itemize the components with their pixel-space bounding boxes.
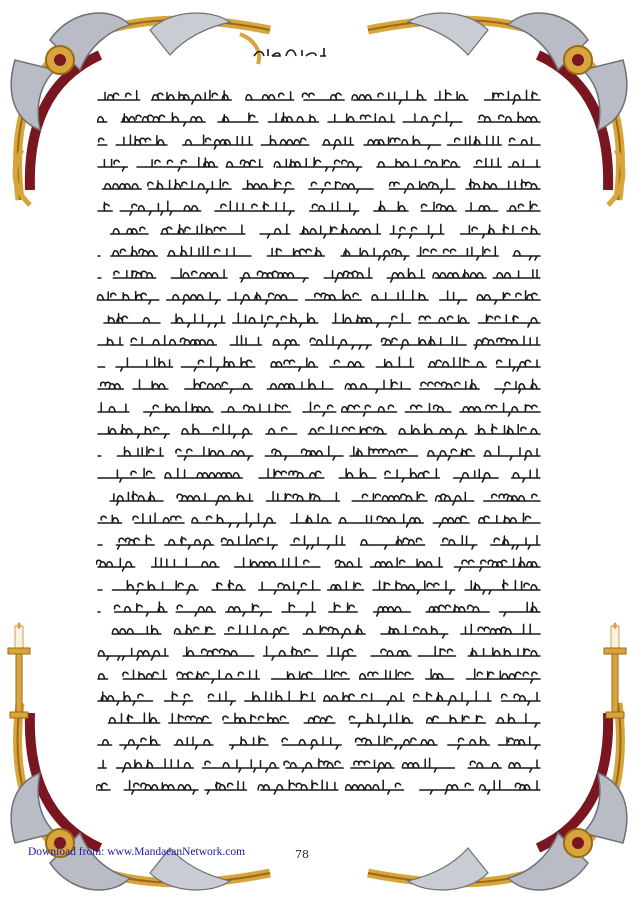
mandaic-text-line [96,286,542,308]
mandaic-text-line [96,420,542,442]
mandaic-text-line [96,220,542,242]
mandaic-text-line [96,553,542,575]
mandaic-text-line [96,375,542,397]
mandaic-text-body [96,86,542,798]
mandaic-text-line [96,86,542,108]
mandaic-text-line [96,131,542,153]
mandaic-text-line [96,197,542,219]
mandaic-text-line [96,731,542,753]
candle-ornament-right [602,622,628,722]
mandaic-text-line [96,598,542,620]
page-number: 78 [295,848,309,861]
mandaic-text-line [96,709,542,731]
mandaic-text-line [96,108,542,130]
mandaic-text-line [96,531,542,553]
mandaic-text-line [96,576,542,598]
mandaic-text-line [96,442,542,464]
mandaic-text-line [96,398,542,420]
candle-ornament-left [6,622,32,722]
footer-link-text[interactable]: Download from: www.MandaeanNetwork.com [28,846,246,858]
mandaic-text-line [96,620,542,642]
mandaic-text-line [96,175,542,197]
mandaic-text-line [96,665,542,687]
mandaic-text-line [96,153,542,175]
mandaic-text-line [96,264,542,286]
mandaic-text-line [96,242,542,264]
mandaic-text-line [96,776,542,798]
mandaic-text-line [96,353,542,375]
mandaic-text-line [96,642,542,664]
mandaic-text-line [96,487,542,509]
mandaic-text-line [96,754,542,776]
mandaic-text-line [96,509,542,531]
mandaic-text-line [96,687,542,709]
footer-download-link[interactable] [28,846,245,858]
page-header-mandaic [250,44,330,62]
mandaic-text-line [96,309,542,331]
mandaic-text-line [96,464,542,486]
mandaic-text-line [96,331,542,353]
